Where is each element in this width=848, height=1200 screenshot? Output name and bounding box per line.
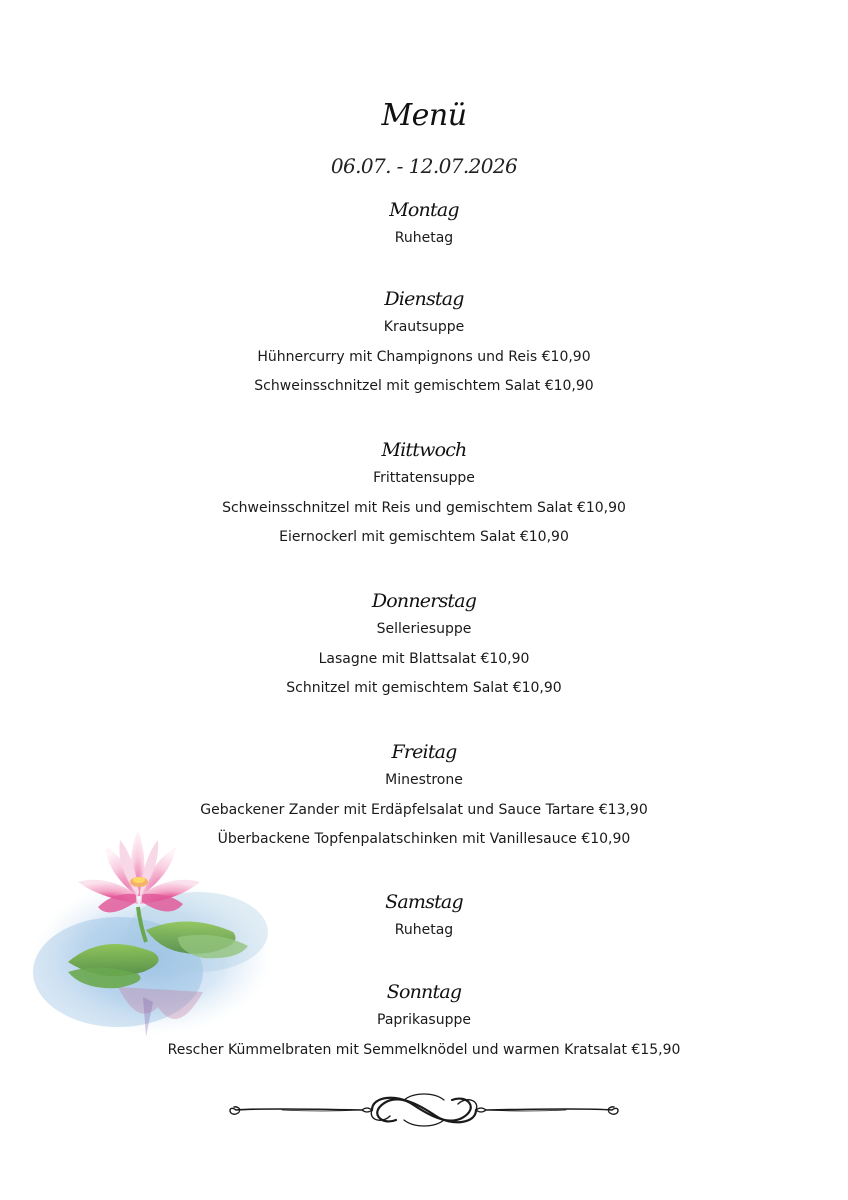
dish-item: Lasagne mit Blattsalat €10,90 [318,650,530,667]
day-monday [0,196,848,254]
water-lily-illustration [28,812,278,1052]
dish-item: Paprikasuppe [377,1012,471,1028]
dish-item: Minestrone [385,772,463,788]
dish-item: Hühnercurry mit Champignons und Reis €10,90 [257,348,591,365]
day-tuesday [0,285,848,402]
day-name: Sonntag [386,981,462,1003]
dish-item: Selleriesuppe [376,621,472,637]
dish-item: Schweinsschnitzel mit gemischtem Salat €10,90 [254,378,594,394]
day-wednesday [0,436,848,553]
dish-item: Rescher Kümmelbraten mit Semmelknödel und warmen Kratsalat €15,90 [167,1041,681,1058]
day-name: Montag [389,199,459,221]
dish-item: Eiernockerl mit gemischtem Salat €10,90 [279,529,569,545]
day-name: Freitag [391,741,457,763]
dish-item: Überbackene Topfenpalatschinken mit Vanillesauce €10,90 [217,831,631,847]
dish-item: Schweinsschnitzel mit Reis und gemischtem Salat €10,90 [222,499,626,516]
menu-title: Menü [381,98,467,133]
dish-item: Krautsuppe [383,319,465,335]
scroll-ornament-divider [222,1088,626,1134]
day-name: Samstag [385,891,463,913]
dish-item: Schnitzel mit gemischtem Salat €10,90 [286,680,562,696]
dish-item: Gebackener Zander mit Erdäpfelsalat und Sauce Tartare €13,90 [200,801,648,818]
date-range: 06.07. - 12.07.2026 [330,154,518,178]
day-thursday [0,587,848,704]
day-name: Mittwoch [381,439,467,461]
dish-item: Ruhetag [394,922,454,938]
dish-item: Frittatensuppe [373,470,475,486]
dish-item: Ruhetag [394,230,454,246]
day-name: Dienstag [384,288,464,310]
day-name: Donnerstag [371,590,477,612]
